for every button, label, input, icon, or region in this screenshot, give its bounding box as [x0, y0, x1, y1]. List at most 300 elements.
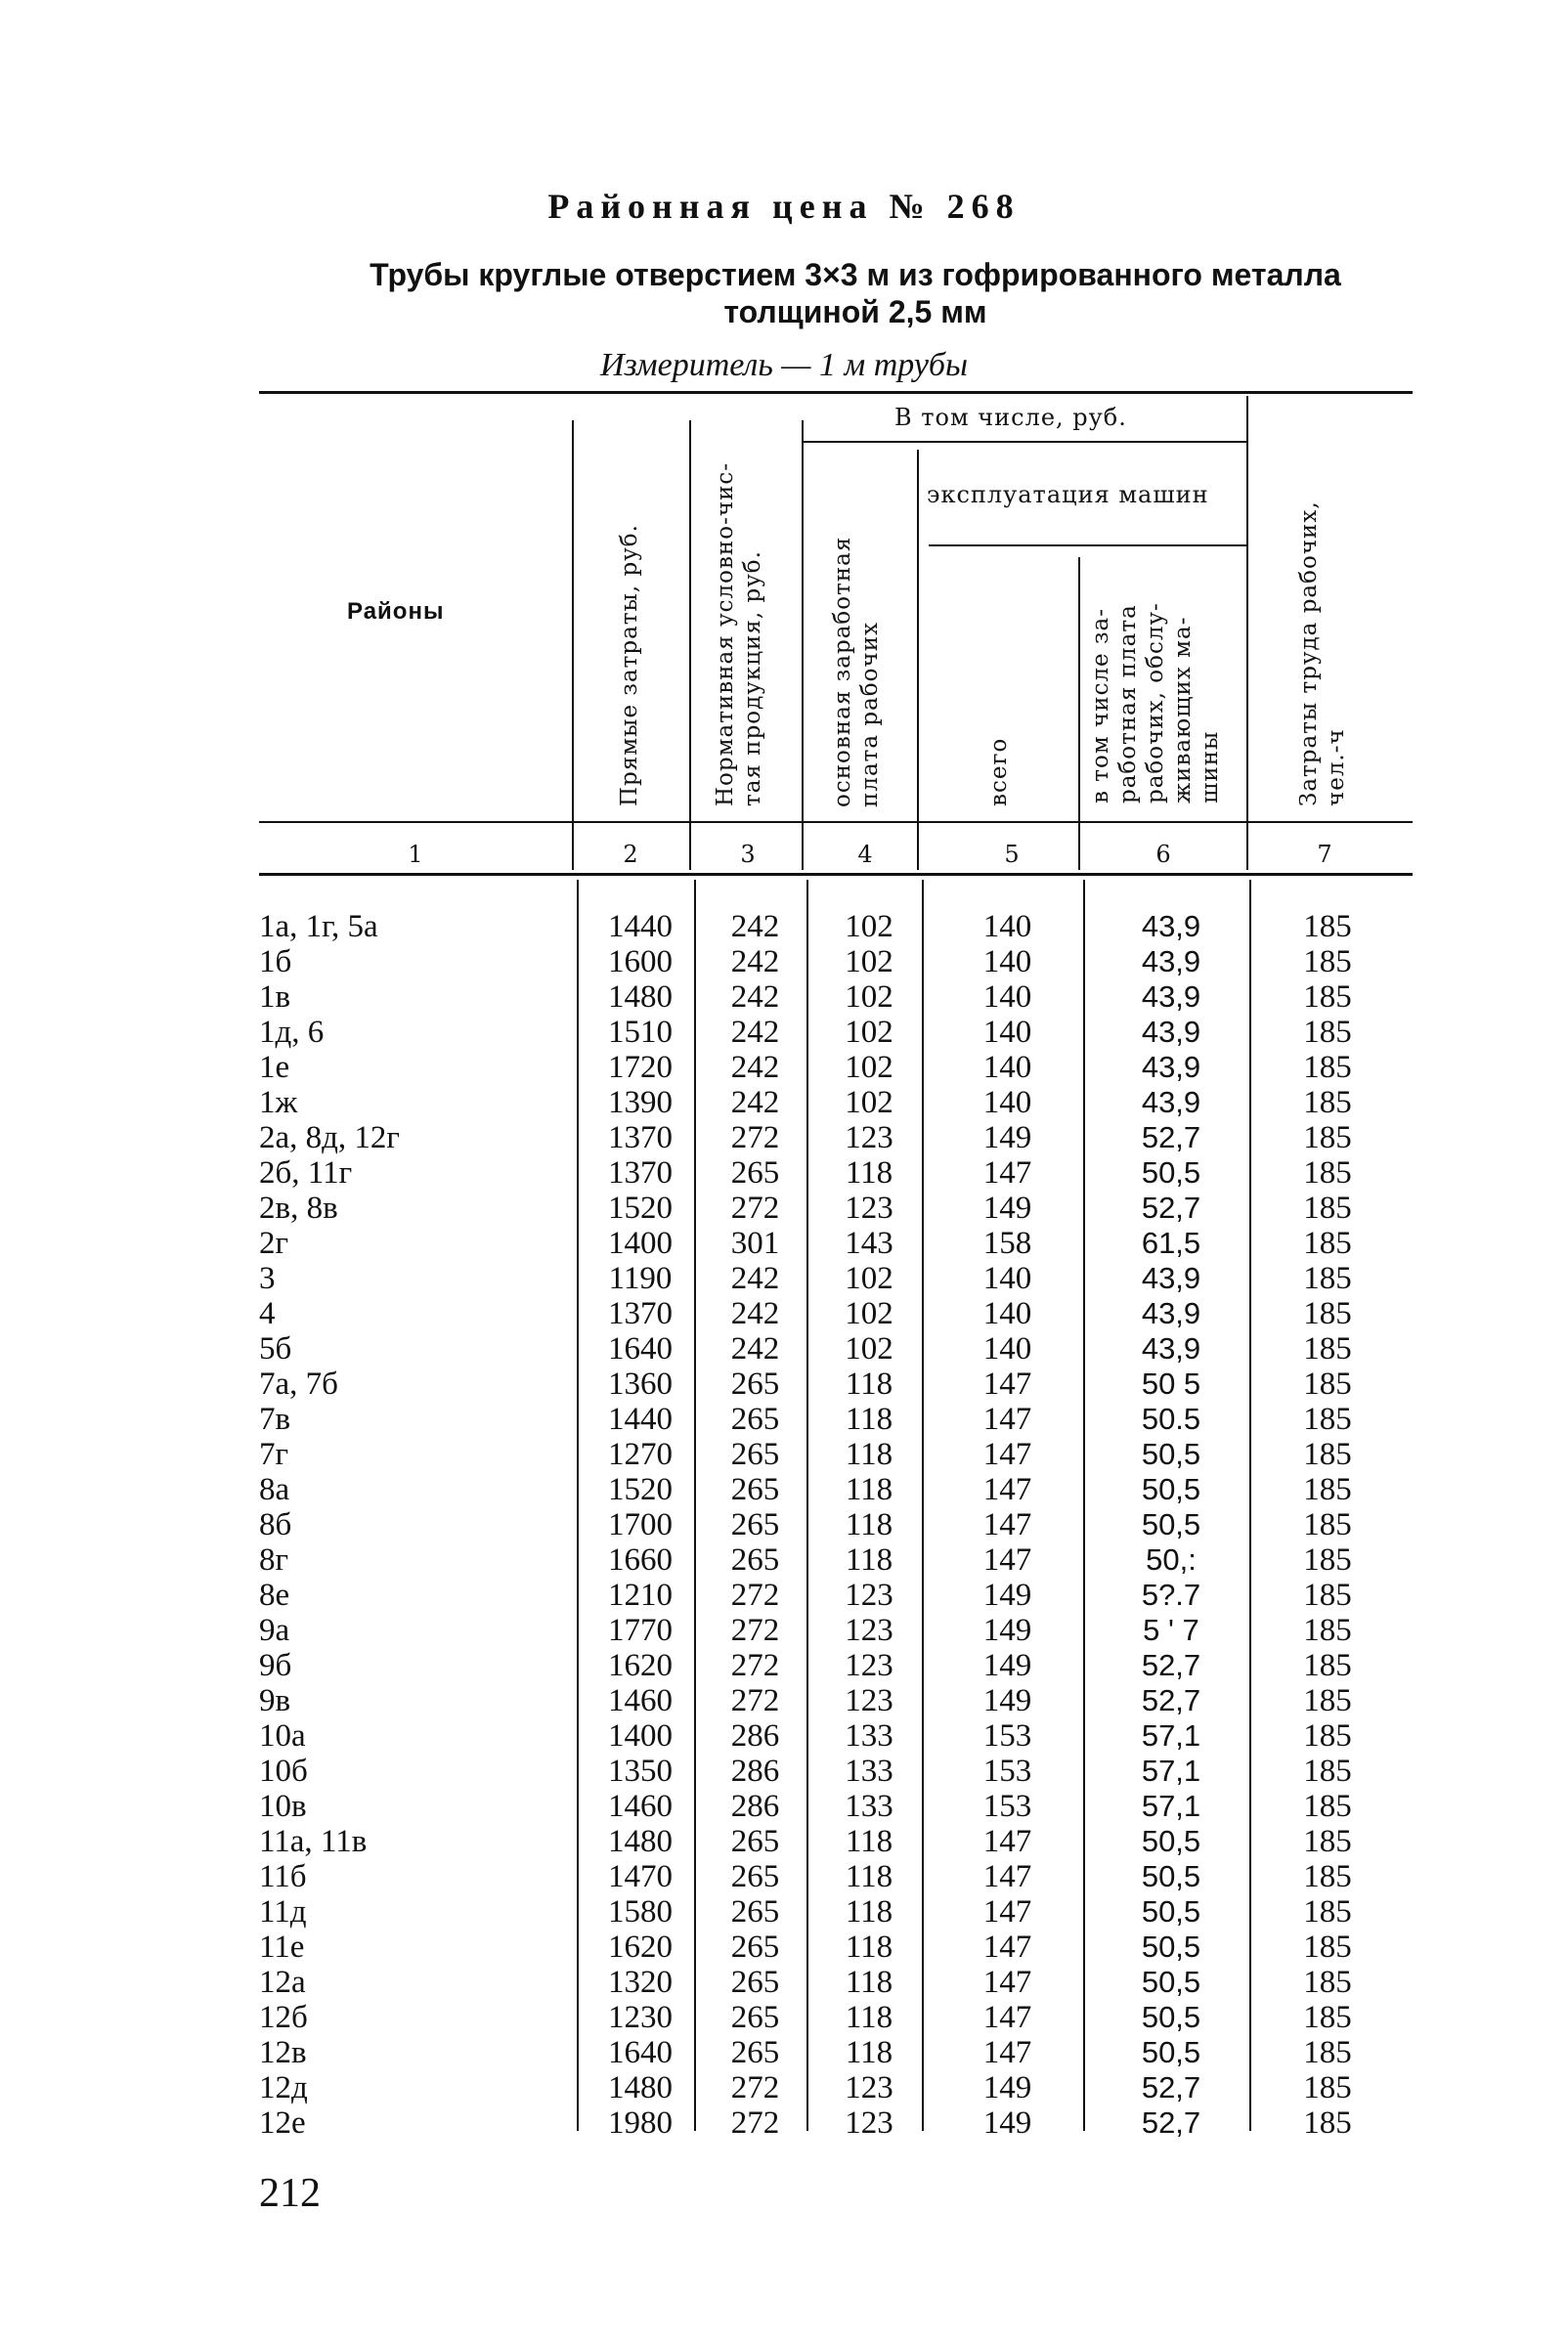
machine-wages-cell: 43,9	[1141, 1085, 1201, 1119]
machine-wages-cell: 50,5	[1141, 2035, 1201, 2069]
labor-costs-cell: 185	[1303, 1155, 1352, 1191]
direct-costs-cell: 1400	[608, 1718, 673, 1754]
machine-total-cell: 149	[982, 1191, 1032, 1226]
base-wages-cell: 133	[845, 1789, 893, 1824]
direct-costs-cell: 1720	[608, 1050, 673, 1085]
machine-wages-cell: 43,9	[1141, 909, 1201, 943]
table-row	[259, 1296, 1401, 1331]
district-cell: 10а	[259, 1718, 306, 1754]
table-row	[259, 1930, 1401, 1965]
table-row	[259, 2070, 1401, 2105]
page-number: 212	[259, 2171, 321, 2216]
machine-total-cell: 147	[982, 1894, 1032, 1930]
base-wages-cell: 123	[845, 1120, 893, 1155]
district-cell: 1ж	[259, 1085, 298, 1120]
col-number-3: 3	[740, 841, 756, 868]
machine-total-cell: 140	[982, 944, 1032, 979]
header-machine-operation: эксплуатация машин	[927, 481, 1209, 508]
col-number-1: 1	[408, 841, 423, 868]
district-cell: 12а	[259, 1965, 306, 2000]
machine-total-cell: 147	[982, 1437, 1032, 1472]
col-divider-4	[917, 450, 919, 870]
machine-wages-cell: 43,9	[1141, 1261, 1201, 1295]
col-number-4: 4	[857, 841, 873, 868]
district-cell: 1в	[259, 979, 291, 1015]
labor-costs-cell: 185	[1303, 1542, 1352, 1578]
header-labor-costs: Затраты труда рабочих, чел.-ч	[1296, 500, 1349, 806]
base-wages-cell: 102	[845, 944, 893, 979]
normative-product-cell: 265	[730, 1894, 780, 1930]
machine-total-cell: 147	[982, 2035, 1032, 2070]
direct-costs-cell: 1460	[608, 1683, 673, 1718]
direct-costs-cell: 1370	[608, 1120, 673, 1155]
table-row	[259, 1437, 1401, 1472]
district-cell: 9в	[259, 1683, 291, 1718]
district-cell: 8б	[259, 1507, 292, 1542]
header-including: В том числе, руб.	[894, 404, 1127, 431]
header-bottom-rule	[259, 821, 1413, 823]
machine-total-cell: 149	[982, 1648, 1032, 1683]
normative-product-cell: 265	[730, 2035, 780, 2070]
table-row	[259, 1367, 1401, 1402]
district-cell: 5б	[259, 1331, 292, 1367]
machine-total-cell: 147	[982, 2000, 1032, 2035]
district-cell: 11е	[259, 1930, 305, 1965]
header-districts: Районы	[347, 598, 445, 625]
normative-product-cell: 265	[730, 1472, 780, 1507]
base-wages-cell: 118	[845, 2000, 893, 2035]
table-row	[259, 1226, 1401, 1261]
normative-product-cell: 286	[730, 1754, 780, 1789]
labor-costs-cell: 185	[1303, 979, 1352, 1015]
table-row	[259, 2035, 1401, 2070]
district-cell: 1б	[259, 944, 292, 979]
machine-total-cell: 149	[982, 1120, 1032, 1155]
header-total: всего	[986, 737, 1012, 806]
district-cell: 7а, 7б	[259, 1367, 338, 1402]
direct-costs-cell: 1480	[608, 1824, 673, 1859]
district-cell: 12д	[259, 2070, 308, 2105]
direct-costs-cell: 1190	[608, 1261, 673, 1296]
table-row	[259, 1542, 1401, 1578]
table-row	[259, 1965, 1401, 2000]
normative-product-cell: 286	[730, 1789, 780, 1824]
table-row	[259, 1578, 1401, 1613]
col-number-5: 5	[1004, 841, 1020, 868]
district-cell: 8е	[259, 1578, 290, 1613]
machine-wages-cell: 52,7	[1141, 1683, 1201, 1717]
normative-product-cell: 272	[730, 2105, 780, 2141]
direct-costs-cell: 1210	[608, 1578, 673, 1613]
top-rule	[259, 391, 1413, 394]
machine-wages-cell: 50,5	[1141, 1824, 1201, 1858]
normative-product-cell: 286	[730, 1718, 780, 1754]
subgroup-rule	[929, 544, 1246, 546]
table-row	[259, 1613, 1401, 1648]
direct-costs-cell: 1510	[608, 1015, 673, 1050]
direct-costs-cell: 1470	[608, 1859, 673, 1894]
base-wages-cell: 102	[845, 1050, 893, 1085]
table-row	[259, 1472, 1401, 1507]
labor-costs-cell: 185	[1303, 1402, 1352, 1437]
labor-costs-cell: 185	[1303, 1894, 1352, 1930]
header-base-wages: основная заработная плата рабочих	[830, 536, 883, 807]
direct-costs-cell: 1480	[608, 979, 673, 1015]
direct-costs-cell: 1620	[608, 1648, 673, 1683]
labor-costs-cell: 185	[1303, 1718, 1352, 1754]
district-cell: 11д	[259, 1894, 307, 1930]
direct-costs-cell: 1230	[608, 2000, 673, 2035]
normative-product-cell: 242	[730, 1015, 780, 1050]
price-table	[259, 909, 1401, 2141]
machine-wages-cell: 43,9	[1141, 1331, 1201, 1366]
machine-total-cell: 147	[982, 1542, 1032, 1578]
normative-product-cell: 265	[730, 1437, 780, 1472]
col-divider-5	[1078, 557, 1080, 870]
table-row	[259, 1402, 1401, 1437]
table-row	[259, 1120, 1401, 1155]
normative-product-cell: 242	[730, 944, 780, 979]
machine-wages-cell: 50,5	[1141, 1437, 1201, 1471]
direct-costs-cell: 1350	[608, 1754, 673, 1789]
machine-total-cell: 147	[982, 1402, 1032, 1437]
machine-wages-cell: 43,9	[1141, 1296, 1201, 1330]
table-row	[259, 1261, 1401, 1296]
base-wages-cell: 118	[845, 1930, 893, 1965]
labor-costs-cell: 185	[1303, 1296, 1352, 1331]
normative-product-cell: 265	[730, 1824, 780, 1859]
district-cell: 10в	[259, 1789, 307, 1824]
direct-costs-cell: 1370	[608, 1155, 673, 1191]
machine-wages-cell: 50,:	[1146, 1542, 1197, 1577]
labor-costs-cell: 185	[1303, 1120, 1352, 1155]
district-cell: 7г	[259, 1437, 289, 1472]
labor-costs-cell: 185	[1303, 909, 1352, 944]
machine-total-cell: 147	[982, 1367, 1032, 1402]
normative-product-cell: 272	[730, 1191, 780, 1226]
machine-wages-cell: 57,1	[1141, 1754, 1201, 1788]
direct-costs-cell: 1440	[608, 1402, 673, 1437]
labor-costs-cell: 185	[1303, 1578, 1352, 1613]
base-wages-cell: 123	[845, 1683, 893, 1718]
col-divider-3	[802, 420, 804, 870]
labor-costs-cell: 185	[1303, 1930, 1352, 1965]
district-cell: 12в	[259, 2035, 307, 2070]
normative-product-cell: 242	[730, 1085, 780, 1120]
district-cell: 3	[259, 1261, 276, 1296]
machine-total-cell: 140	[982, 1015, 1032, 1050]
table-row	[259, 1648, 1401, 1683]
labor-costs-cell: 185	[1303, 1437, 1352, 1472]
machine-wages-cell: 50,5	[1141, 1507, 1201, 1541]
normative-product-cell: 242	[730, 909, 780, 944]
machine-total-cell: 140	[982, 1050, 1032, 1085]
machine-total-cell: 147	[982, 1155, 1032, 1191]
machine-total-cell: 149	[982, 2105, 1032, 2141]
direct-costs-cell: 1580	[608, 1894, 673, 1930]
base-wages-cell: 102	[845, 1261, 893, 1296]
machine-total-cell: 147	[982, 1965, 1032, 2000]
district-cell: 1е	[259, 1050, 290, 1085]
direct-costs-cell: 1270	[608, 1437, 673, 1472]
base-wages-cell: 133	[845, 1754, 893, 1789]
district-cell: 9а	[259, 1613, 290, 1648]
base-wages-cell: 118	[845, 2035, 893, 2070]
direct-costs-cell: 1640	[608, 1331, 673, 1367]
col-divider-2	[689, 420, 691, 870]
machine-total-cell: 147	[982, 1859, 1032, 1894]
normative-product-cell: 272	[730, 1613, 780, 1648]
group-rule	[802, 441, 1246, 443]
machine-wages-cell: 57,1	[1141, 1718, 1201, 1753]
base-wages-cell: 118	[845, 1824, 893, 1859]
direct-costs-cell: 1700	[608, 1507, 673, 1542]
machine-total-cell: 147	[982, 1507, 1032, 1542]
machine-total-cell: 149	[982, 1578, 1032, 1613]
machine-wages-cell: 50,5	[1141, 1859, 1201, 1893]
machine-wages-cell: 50.5	[1141, 1402, 1201, 1436]
normative-product-cell: 272	[730, 1648, 780, 1683]
base-wages-cell: 102	[845, 1015, 893, 1050]
machine-total-cell: 149	[982, 2070, 1032, 2105]
base-wages-cell: 123	[845, 1578, 893, 1613]
subtitle-line-1: Трубы круглые отверстием 3×3 м из гофрированного металла	[370, 257, 1341, 292]
machine-total-cell: 140	[982, 1261, 1032, 1296]
machine-wages-cell: 5?.7	[1141, 1578, 1201, 1612]
direct-costs-cell: 1460	[608, 1789, 673, 1824]
table-row	[259, 1331, 1401, 1367]
direct-costs-cell: 1370	[608, 1296, 673, 1331]
machine-total-cell: 158	[982, 1226, 1032, 1261]
labor-costs-cell: 185	[1303, 1226, 1352, 1261]
measure-unit: Измеритель — 1 м трубы	[599, 347, 969, 383]
col-number-2: 2	[623, 841, 638, 868]
labor-costs-cell: 185	[1303, 1015, 1352, 1050]
labor-costs-cell: 185	[1303, 1613, 1352, 1648]
table-row	[259, 1050, 1401, 1085]
labor-costs-cell: 185	[1303, 1367, 1352, 1402]
normative-product-cell: 242	[730, 1050, 780, 1085]
normative-product-cell: 272	[730, 1120, 780, 1155]
table-row	[259, 944, 1401, 979]
table-row	[259, 1754, 1401, 1789]
base-wages-cell: 143	[845, 1226, 893, 1261]
normative-product-cell: 242	[730, 1331, 780, 1367]
page-title: Районная цена № 268	[547, 187, 1021, 226]
machine-total-cell: 140	[982, 909, 1032, 944]
base-wages-cell: 118	[845, 1472, 893, 1507]
machine-wages-cell: 52,7	[1141, 2070, 1201, 2104]
direct-costs-cell: 1390	[608, 1085, 673, 1120]
machine-wages-cell: 5 ' 7	[1143, 1613, 1199, 1647]
district-cell: 2б, 11г	[259, 1155, 353, 1191]
table-row	[259, 1191, 1401, 1226]
normative-product-cell: 265	[730, 1507, 780, 1542]
district-cell: 7в	[259, 1402, 291, 1437]
district-cell: 1д, 6	[259, 1015, 325, 1050]
table-row	[259, 1789, 1401, 1824]
machine-wages-cell: 50,5	[1141, 1894, 1201, 1929]
table-body	[259, 909, 1401, 2141]
labor-costs-cell: 185	[1303, 1824, 1352, 1859]
header-normative-product: Нормативная условно-чис- тая продукция, руб.	[713, 461, 765, 806]
normative-product-cell: 242	[730, 1261, 780, 1296]
machine-total-cell: 147	[982, 1824, 1032, 1859]
labor-costs-cell: 185	[1303, 944, 1352, 979]
direct-costs-cell: 1520	[608, 1472, 673, 1507]
labor-costs-cell: 185	[1303, 1648, 1352, 1683]
labor-costs-cell: 185	[1303, 1191, 1352, 1226]
direct-costs-cell: 1440	[608, 909, 673, 944]
machine-total-cell: 149	[982, 1683, 1032, 1718]
labor-costs-cell: 185	[1303, 1331, 1352, 1367]
base-wages-cell: 123	[845, 1648, 893, 1683]
labor-costs-cell: 185	[1303, 2035, 1352, 2070]
normative-product-cell: 265	[730, 1965, 780, 2000]
machine-total-cell: 149	[982, 1613, 1032, 1648]
direct-costs-cell: 1360	[608, 1367, 673, 1402]
labor-costs-cell: 185	[1303, 1085, 1352, 1120]
machine-total-cell: 153	[982, 1718, 1032, 1754]
table-subtitle	[293, 256, 1417, 330]
district-cell: 1а, 1г, 5а	[259, 909, 378, 944]
labor-costs-cell: 185	[1303, 1965, 1352, 2000]
direct-costs-cell: 1640	[608, 2035, 673, 2070]
direct-costs-cell: 1320	[608, 1965, 673, 2000]
machine-wages-cell: 50,5	[1141, 1472, 1201, 1506]
normative-product-cell: 301	[730, 1226, 780, 1261]
table-row	[259, 1683, 1401, 1718]
machine-total-cell: 147	[982, 1930, 1032, 1965]
base-wages-cell: 118	[845, 1542, 893, 1578]
base-wages-cell: 102	[845, 909, 893, 944]
base-wages-cell: 118	[845, 1155, 893, 1191]
normative-product-cell: 272	[730, 1683, 780, 1718]
table-row	[259, 1859, 1401, 1894]
district-cell: 2г	[259, 1226, 289, 1261]
labor-costs-cell: 185	[1303, 1507, 1352, 1542]
base-wages-cell: 118	[845, 1965, 893, 2000]
base-wages-cell: 123	[845, 1613, 893, 1648]
normative-product-cell: 265	[730, 2000, 780, 2035]
labor-costs-cell: 185	[1303, 1754, 1352, 1789]
base-wages-cell: 102	[845, 979, 893, 1015]
base-wages-cell: 123	[845, 1191, 893, 1226]
district-cell: 12е	[259, 2105, 306, 2141]
table-row	[259, 979, 1401, 1015]
machine-wages-cell: 50,5	[1141, 1155, 1201, 1190]
direct-costs-cell: 1660	[608, 1542, 673, 1578]
normative-product-cell: 272	[730, 1578, 780, 1613]
district-cell: 10б	[259, 1754, 308, 1789]
machine-total-cell: 153	[982, 1789, 1032, 1824]
col-number-7: 7	[1317, 841, 1332, 868]
header-direct-costs: Прямые затраты, руб.	[617, 524, 642, 806]
machine-wages-cell: 43,9	[1141, 944, 1201, 978]
base-wages-cell: 118	[845, 1402, 893, 1437]
direct-costs-cell: 1980	[608, 2105, 673, 2141]
machine-wages-cell: 43,9	[1141, 1050, 1201, 1084]
table-row	[259, 1824, 1401, 1859]
header-machine-wages: в том числе за- работная плата рабочих, обслу- живающих ма- шины	[1088, 602, 1223, 803]
district-cell: 11б	[259, 1859, 307, 1894]
normative-product-cell: 265	[730, 1155, 780, 1191]
col-divider-1	[572, 420, 574, 870]
direct-costs-cell: 1400	[608, 1226, 673, 1261]
normative-product-cell: 272	[730, 2070, 780, 2105]
machine-wages-cell: 50 5	[1141, 1367, 1201, 1401]
normative-product-cell: 242	[730, 979, 780, 1015]
direct-costs-cell: 1480	[608, 2070, 673, 2105]
normative-product-cell: 265	[730, 1542, 780, 1578]
district-cell: 4	[259, 1296, 276, 1331]
district-cell: 12б	[259, 2000, 308, 2035]
number-row-rule	[259, 873, 1413, 876]
base-wages-cell: 102	[845, 1331, 893, 1367]
machine-total-cell: 140	[982, 1331, 1032, 1367]
table-row	[259, 1155, 1401, 1191]
table-row	[259, 1085, 1401, 1120]
direct-costs-cell: 1620	[608, 1930, 673, 1965]
table-row	[259, 1718, 1401, 1754]
table-row	[259, 1507, 1401, 1542]
base-wages-cell: 123	[845, 2070, 893, 2105]
machine-wages-cell: 61,5	[1141, 1226, 1201, 1260]
district-cell: 9б	[259, 1648, 292, 1683]
labor-costs-cell: 185	[1303, 1859, 1352, 1894]
base-wages-cell: 118	[845, 1894, 893, 1930]
labor-costs-cell: 185	[1303, 1050, 1352, 1085]
base-wages-cell: 123	[845, 2105, 893, 2141]
direct-costs-cell: 1520	[608, 1191, 673, 1226]
base-wages-cell: 118	[845, 1859, 893, 1894]
machine-total-cell: 147	[982, 1472, 1032, 1507]
col-divider-6	[1246, 396, 1248, 870]
base-wages-cell: 102	[845, 1085, 893, 1120]
district-cell: 2а, 8д, 12г	[259, 1120, 400, 1155]
machine-wages-cell: 50,5	[1141, 2000, 1201, 2034]
table-row	[259, 909, 1401, 944]
table-row	[259, 1015, 1401, 1050]
labor-costs-cell: 185	[1303, 1683, 1352, 1718]
base-wages-cell: 118	[845, 1367, 893, 1402]
normative-product-cell: 242	[730, 1296, 780, 1331]
table-row	[259, 2105, 1401, 2141]
machine-wages-cell: 52,7	[1141, 1648, 1201, 1682]
machine-wages-cell: 52,7	[1141, 1120, 1201, 1154]
labor-costs-cell: 185	[1303, 2105, 1352, 2141]
base-wages-cell: 118	[845, 1437, 893, 1472]
labor-costs-cell: 185	[1303, 1472, 1352, 1507]
machine-total-cell: 140	[982, 1085, 1032, 1120]
col-number-6: 6	[1155, 841, 1171, 868]
machine-total-cell: 140	[982, 979, 1032, 1015]
direct-costs-cell: 1770	[608, 1613, 673, 1648]
machine-wages-cell: 50,5	[1141, 1965, 1201, 1999]
machine-wages-cell: 43,9	[1141, 1015, 1201, 1049]
normative-product-cell: 265	[730, 1930, 780, 1965]
machine-wages-cell: 52,7	[1141, 1191, 1201, 1225]
table-row	[259, 1894, 1401, 1930]
machine-wages-cell: 43,9	[1141, 979, 1201, 1014]
base-wages-cell: 133	[845, 1718, 893, 1754]
direct-costs-cell: 1600	[608, 944, 673, 979]
district-cell: 2в, 8в	[259, 1191, 338, 1226]
district-cell: 11а, 11в	[259, 1824, 368, 1859]
normative-product-cell: 265	[730, 1402, 780, 1437]
district-cell: 8г	[259, 1542, 289, 1578]
labor-costs-cell: 185	[1303, 1261, 1352, 1296]
